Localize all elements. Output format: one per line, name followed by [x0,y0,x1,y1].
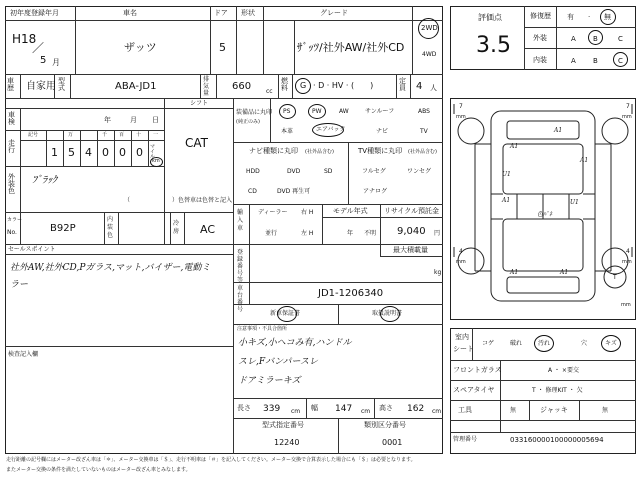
spare-tire-unit: mm [621,302,631,308]
tire-front-right-unit: mm [622,114,632,120]
import-right: 右 H [301,209,314,216]
management-label: 管理番号 [453,436,478,443]
mileage-col-10k: 万 [68,132,74,138]
mark-a1: A1 [510,269,519,276]
tire-front-left: 7 [459,103,463,110]
fuel-g: G [300,81,307,90]
spare-value: T ・ 修理KIT ・ 欠 [532,387,583,394]
navi-dvd: DVD [287,168,301,175]
footer-line2: またメーター交換の条件を満たしていないものはメーター改ざん車とみなします。 [6,467,191,473]
notes-label: 注意事項・不具合箇所 [237,326,288,332]
import-dealer: ディーラー [258,209,288,216]
navi-cd: CD [248,188,257,195]
selling-points-line2: ラー [10,280,29,290]
score-value: 3.5 [476,33,511,58]
repair-dot: · [588,13,591,21]
notes-line2: スレ,Fバンパースレ [238,357,319,367]
capacity-unit: 人 [430,84,437,92]
seat-dirt: コゲ [482,340,495,347]
exterior-label: 外装 [533,34,547,42]
length-label: 長さ [237,404,251,412]
height-unit: cm [432,408,442,415]
color-label: 外装色 [8,173,15,195]
model-code-label: 型式指定番号 [262,421,304,429]
length-unit: cm [291,408,301,415]
front-glass-label: フロントガラス [453,366,502,374]
color-no-label-top: カラー [7,217,23,223]
type-value: ABA-JD1 [115,81,157,92]
mileage-col-10: 十 [136,132,142,138]
shift-value: CAT [185,136,208,150]
front-glass-value: A ・ ×要交 [548,367,579,374]
condition-diagram [451,99,635,319]
fuel-other: · D · HV · ( ) [313,81,374,90]
ac-value: AC [200,223,216,236]
displacement-label: 排気量 [203,76,210,97]
spare-label: スペアタイヤ [453,386,495,394]
exterior-c: C [618,35,623,43]
seat-label-top: 室内 [455,333,469,341]
color-note: ）色替車は色替と記入 [172,197,233,204]
management-value: 033160000100000005694 [510,436,604,444]
mileage-col-1: 一 [153,132,159,138]
grade-label: グレード [320,9,348,17]
notes-line1: 小キズ,小ヘコみ有,ハンドル [238,338,352,348]
jack-label: ジャッキ [540,406,568,414]
equip-leather: 本革 [281,128,294,135]
shape-label: 形状 [241,9,255,17]
model-code-value: 12240 [274,438,300,447]
mileage-mile: マイル [150,144,156,160]
tire-front-right: 7 [626,103,630,110]
seat-hole: 穴 [581,340,588,347]
tv-title: TV種類に丸印 [358,147,403,155]
equip-abs: ABS [418,108,430,115]
navi-hdd: HDD [246,168,260,175]
drive-2wd: 2WD [421,24,438,32]
tv-analog: アナログ [363,188,388,195]
equip-pw: PW [312,108,322,115]
reg-month: 5 [40,55,47,66]
spare-tire-mark: T [613,274,617,281]
mileage-label: 走行 [8,139,15,154]
navi-sd: SD [324,168,333,175]
equip-ps: PS [283,108,291,115]
mileage-digit: 0 [119,146,126,159]
tools-label: 工具 [458,406,472,414]
tire-rear-left: 4 [459,248,463,255]
model-year-unknown: 不明 [364,230,377,237]
equip-sunroof: サンルーフ [365,108,395,115]
navi-title: ナビ種類に丸印 [249,147,298,155]
door-count: 5 [219,41,226,54]
tire-rear-right-unit: mm [622,259,632,265]
recycle-unit: 円 [434,230,441,237]
registration-label: 登録番号等 [237,249,244,284]
color-no-label-bottom: No. [7,229,17,236]
mark-u1: U1 [502,171,511,178]
class-code-value: 0001 [382,438,403,447]
interior-label: 内装 [533,56,547,64]
recycle-label: リサイクル預託金 [384,207,440,215]
tire-rear-left-unit: mm [456,259,466,265]
import-left: 左 H [301,230,314,237]
width-value: 147 [335,404,353,414]
mark-color-panel: 色ﾊﾟﾈ [537,211,553,218]
mileage-col-100: 百 [119,132,125,138]
mark-a1: A1 [580,157,589,164]
reg-sep: ／ [32,41,45,55]
displacement-value: 660 [232,81,252,92]
notes-line3: ドアミラーキズ [238,376,301,386]
width-unit: cm [361,408,371,415]
seat-stain: 汚れ [538,340,551,347]
height-value: 162 [407,404,425,414]
inspector-label: 検査記入欄 [8,351,39,358]
tv-oneseg: ワンセグ [407,168,432,175]
interior-b: B [593,57,598,65]
usage-label: 車歴 [7,77,14,92]
mileage-digit: 0 [136,146,143,159]
inspection-label: 車検 [8,111,15,126]
displacement-unit: cc [266,88,273,95]
inspection-year-unit: 年 [104,116,111,124]
height-label: 高さ [379,404,393,412]
equip-tv: TV [420,128,428,135]
manual-manual: 取扱説明書 [372,310,403,317]
mark-u1: U1 [570,199,579,206]
footer-line1: 走行距離の記号欄にはメーター改ざん車は「＊」、メーター交換車は「＄」、走行不明車は「＃」を記入してください。メーター交換で合算表示した場合にも「＄」は必要となります。 [6,457,416,463]
length-value: 339 [263,404,281,414]
seat-tear: 破れ [510,340,523,347]
selling-points-line1: 社外AW,社外CD,Pガラス,マット,バイザー,電動ミ [10,263,211,273]
shift-label: シフト [190,100,209,107]
tire-front-left-unit: mm [456,114,466,120]
drive-4wd: 4WD [422,51,437,58]
chassis-label: 車台番号 [237,285,244,313]
capacity-value: 4 [416,81,423,92]
equipment-sublabel: (純正のみ) [236,119,260,125]
usage-value: 自家用 [26,81,56,92]
mark-a1: A1 [502,197,511,204]
mileage-digit: 0 [102,146,109,159]
tv-sub: (社外品含む) [408,149,437,155]
selling-points-label: セールスポイント [8,246,56,253]
mileage-digit: 4 [85,146,92,159]
equip-aw: AW [339,108,349,115]
color-note-open: （ [124,197,131,204]
color-value: ﾌﾞﾗｯｸ [32,175,57,186]
fuel-label: 燃料 [281,77,288,92]
type-label: 型式 [58,77,65,92]
mark-a1: A1 [510,143,519,150]
model-year-label: モデル年式 [333,207,368,215]
interior-c: C [618,57,623,65]
import-label: 輸入車 [237,209,244,232]
width-label: 幅 [311,404,318,412]
tv-fullseg: フルセグ [362,168,386,175]
mileage-col-1k: 千 [102,132,108,138]
mileage-digit: 1 [51,146,58,159]
load-unit: kg [434,269,442,276]
reg-year-label: 初年度登録年月 [10,9,59,17]
chassis-value: JD1-1206340 [318,288,384,299]
grade-value: ｻﾞｯﾂ/社外AW/社外CD [297,41,405,54]
load-label: 最大積載量 [393,246,428,254]
score-label: 評価点 [478,13,502,22]
ac-label: 冷房 [173,220,180,235]
model-year-unit: 年 [347,230,354,237]
equipment-label: 装備品に丸印 [236,109,273,116]
jack-value: 無 [602,407,609,414]
equip-airbag: エアバック [316,126,346,133]
import-parallel: 並行 [265,230,278,237]
exterior-b: B [593,35,598,43]
repair-no: 無 [604,13,611,21]
mark-a1: A1 [560,269,569,276]
equip-navi: ナビ [376,128,389,135]
inspection-day-unit: 日 [152,116,159,124]
capacity-label: 定員 [399,77,406,92]
class-code-label: 類別区分番号 [364,421,406,429]
seat-label-bottom: シート [453,345,474,353]
color-no-value: B92P [50,223,76,234]
tools-value: 無 [510,407,517,414]
repair-yes: 有 [567,13,574,21]
mark-a1: A1 [554,127,563,134]
manual-warranty: 新車保証書 [270,310,301,317]
exterior-a: A [571,35,576,43]
seat-scratch: キズ [605,340,617,347]
mileage-km: km [152,158,160,164]
model-name: ザッツ [124,41,157,54]
mileage-digit: 5 [68,146,75,159]
model-name-label: 車名 [123,9,137,17]
interior-a: A [571,57,576,65]
inspection-month-unit: 月 [130,116,137,124]
door-label: ドア [214,9,228,17]
interior-color-label: 内装色 [107,216,114,239]
mileage-unit-label: 記号 [28,132,39,138]
repair-label: 修復歴 [530,12,551,20]
tire-rear-right: 4 [626,248,630,255]
recycle-value: 9,040 [397,226,426,237]
reg-month-unit: 月 [52,58,60,67]
navi-sub: (社外品含む) [305,149,334,155]
reg-era: H18 [12,32,37,46]
navi-dvd-play: DVD 再生可 [277,188,311,195]
